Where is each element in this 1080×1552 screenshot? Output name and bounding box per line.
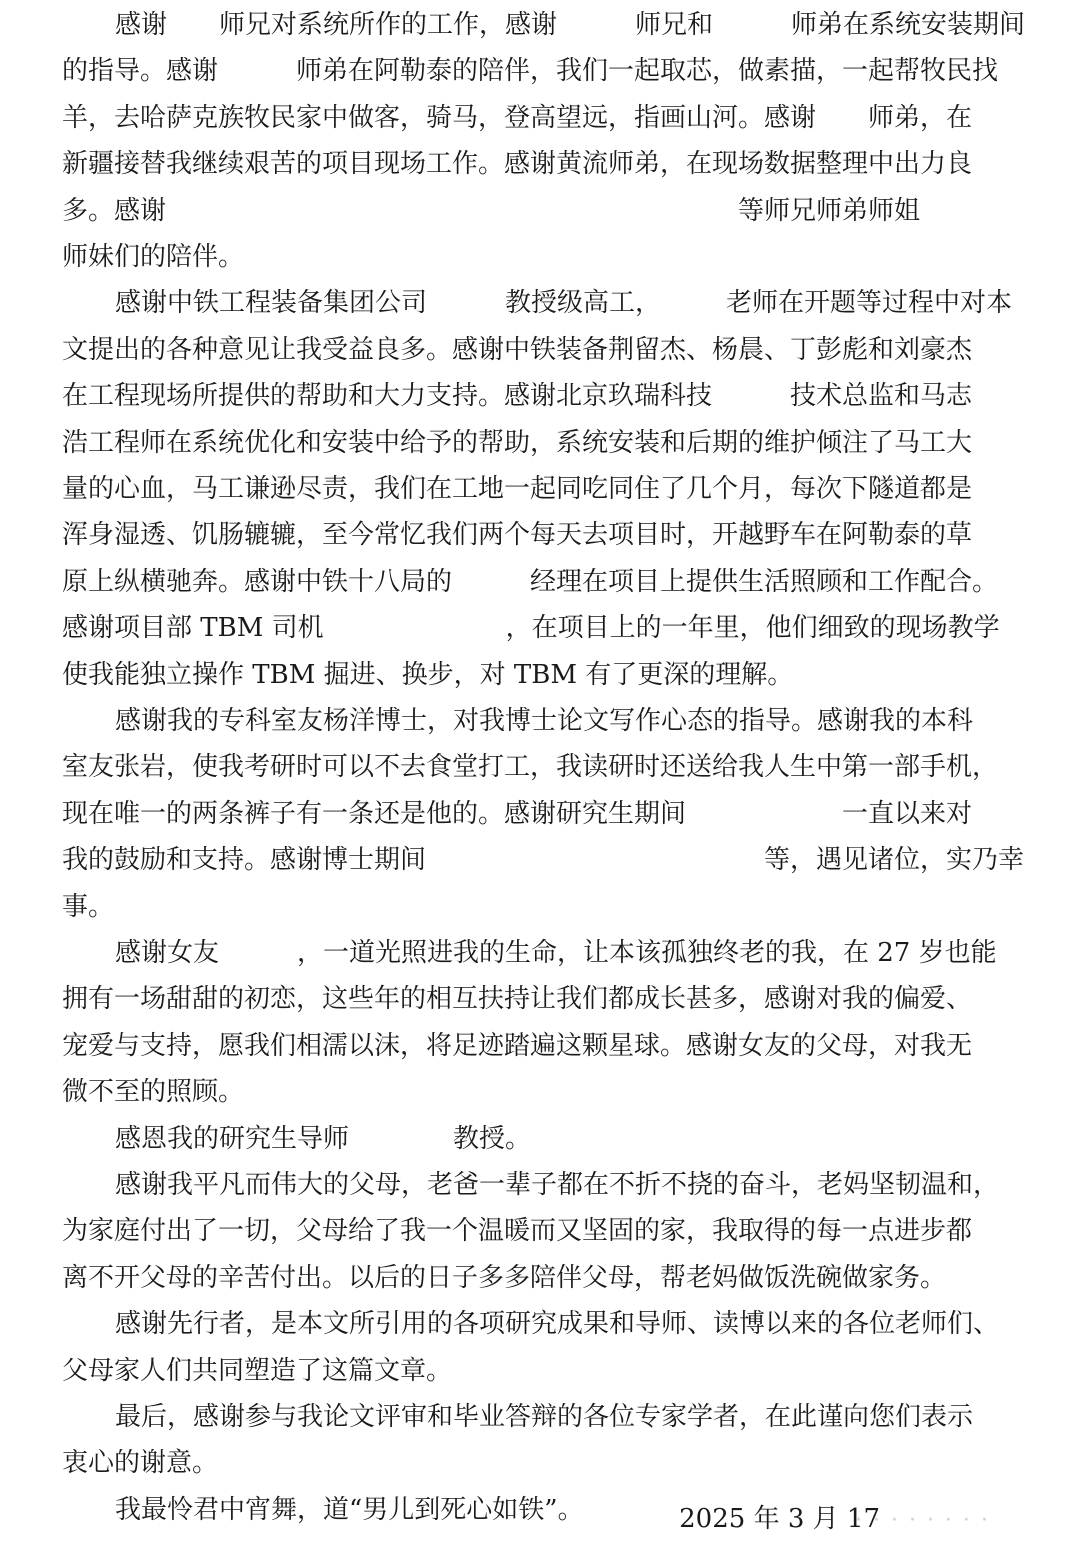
text-line: 在工程现场所提供的帮助和大力支持。感谢北京玖瑞科技 技术总监和马志: [62, 381, 973, 412]
text-line: 新疆接替我继续艰苦的项目现场工作。感谢黄流师弟，在现场数据整理中出力良: [62, 149, 973, 180]
text-line: 拥有一场甜甜的初恋，这些年的相互扶持让我们都成长甚多，感谢对我的偏爱、: [62, 984, 973, 1015]
text-line: 感谢中铁工程装备集团公司 教授级高工， 老师在开题等过程中对本: [115, 288, 1013, 319]
text-line: 离不开父母的辛苦付出。以后的日子多多陪伴父母，帮老妈做饭洗碗做家务。: [62, 1262, 947, 1293]
text-line: 现在唯一的两条裤子有一条还是他的。感谢研究生期间 一直以来对: [62, 798, 973, 829]
text-line: 我的鼓励和支持。感谢博士期间 等，遇见诸位，实乃幸: [62, 845, 1025, 876]
text-line: 感谢 师兄对系统所作的工作，感谢 师兄和 师弟在系统安装期间: [115, 10, 1026, 40]
text-line: 的指导。感谢 师弟在阿勒泰的陪伴，我们一起取芯，做素描，一起帮牧民找: [62, 56, 999, 87]
text-line: 多。感谢 等师兄师弟师姐: [62, 195, 921, 226]
text-line: 室友张岩，使我考研时可以不去食堂打工，我读研时还送给我人生中第一部手机，: [62, 752, 999, 783]
text-line: 宠爱与支持，愿我们相濡以沫，将足迹踏遍这颗星球。感谢女友的父母，对我无: [62, 1030, 973, 1061]
text-line: 微不至的照顾。: [62, 1077, 245, 1108]
text-line: 衷心的谢意。: [62, 1448, 219, 1479]
text-line: 师妹们的陪伴。: [62, 242, 245, 272]
watermark: · · · · · · · ·: [855, 1508, 990, 1533]
text-line: 我最怜君中宵舞，道“男儿到死心如铁”。: [115, 1494, 584, 1525]
text-line: 感谢女友 ，一道光照进我的生命，让本该孤独终老的我，在 27 岁也能: [115, 938, 997, 968]
text-line: 为家庭付出了一切，父母给了我一个温暖而又坚固的家，我取得的每一点进步都: [62, 1216, 973, 1247]
text-line: 感恩我的研究生导师 教授。: [115, 1123, 532, 1154]
text-line: 感谢我的专科室友杨洋博士，对我博士论文写作心态的指导。感谢我的本科: [115, 706, 974, 736]
text-line: 文提出的各种意见让我受益良多。感谢中铁装备荆留杰、杨晨、丁彭彪和刘豪杰: [62, 334, 973, 365]
text-line: 浑身湿透、饥肠辘辘，至今常忆我们两个每天去项目时，开越野车在阿勒泰的草: [62, 520, 973, 551]
text-line: 父母家人们共同塑造了这篇文章。: [62, 1355, 453, 1386]
text-line: 感谢项目部 TBM 司机 ，在项目上的一年里，他们细致的现场教学: [62, 613, 1000, 644]
text-line: 羊，去哈萨克族牧民家中做客，骑马，登高望远，指画山河。感谢 师弟，在: [62, 102, 973, 133]
text-line: 事。: [62, 891, 115, 922]
text-line: 感谢我平凡而伟大的父母，老爸一辈子都在不折不挠的奋斗，老妈坚韧温和，: [115, 1170, 1000, 1200]
text-line: 感谢先行者，是本文所引用的各项研究成果和导师、读博以来的各位老师们、: [115, 1309, 1000, 1340]
text-line: 使我能独立操作 TBM 掘进、换步，对 TBM 有了更深的理解。: [62, 659, 794, 690]
date-line: 2025 年 3 月 17: [679, 1504, 880, 1534]
text-line: 最后，感谢参与我论文评审和毕业答辩的各位专家学者，在此谨向您们表示: [115, 1402, 974, 1432]
text-line: 浩工程师在系统优化和安装中给予的帮助，系统安装和后期的维护倾注了马工大: [62, 427, 973, 458]
text-line: 原上纵横驰奔。感谢中铁十八局的 经理在项目上提供生活照顾和工作配合。: [62, 566, 999, 597]
text-line: 量的心血，马工谦逊尽责，我们在工地一起同吃同住了几个月，每次下隧道都是: [62, 474, 973, 504]
